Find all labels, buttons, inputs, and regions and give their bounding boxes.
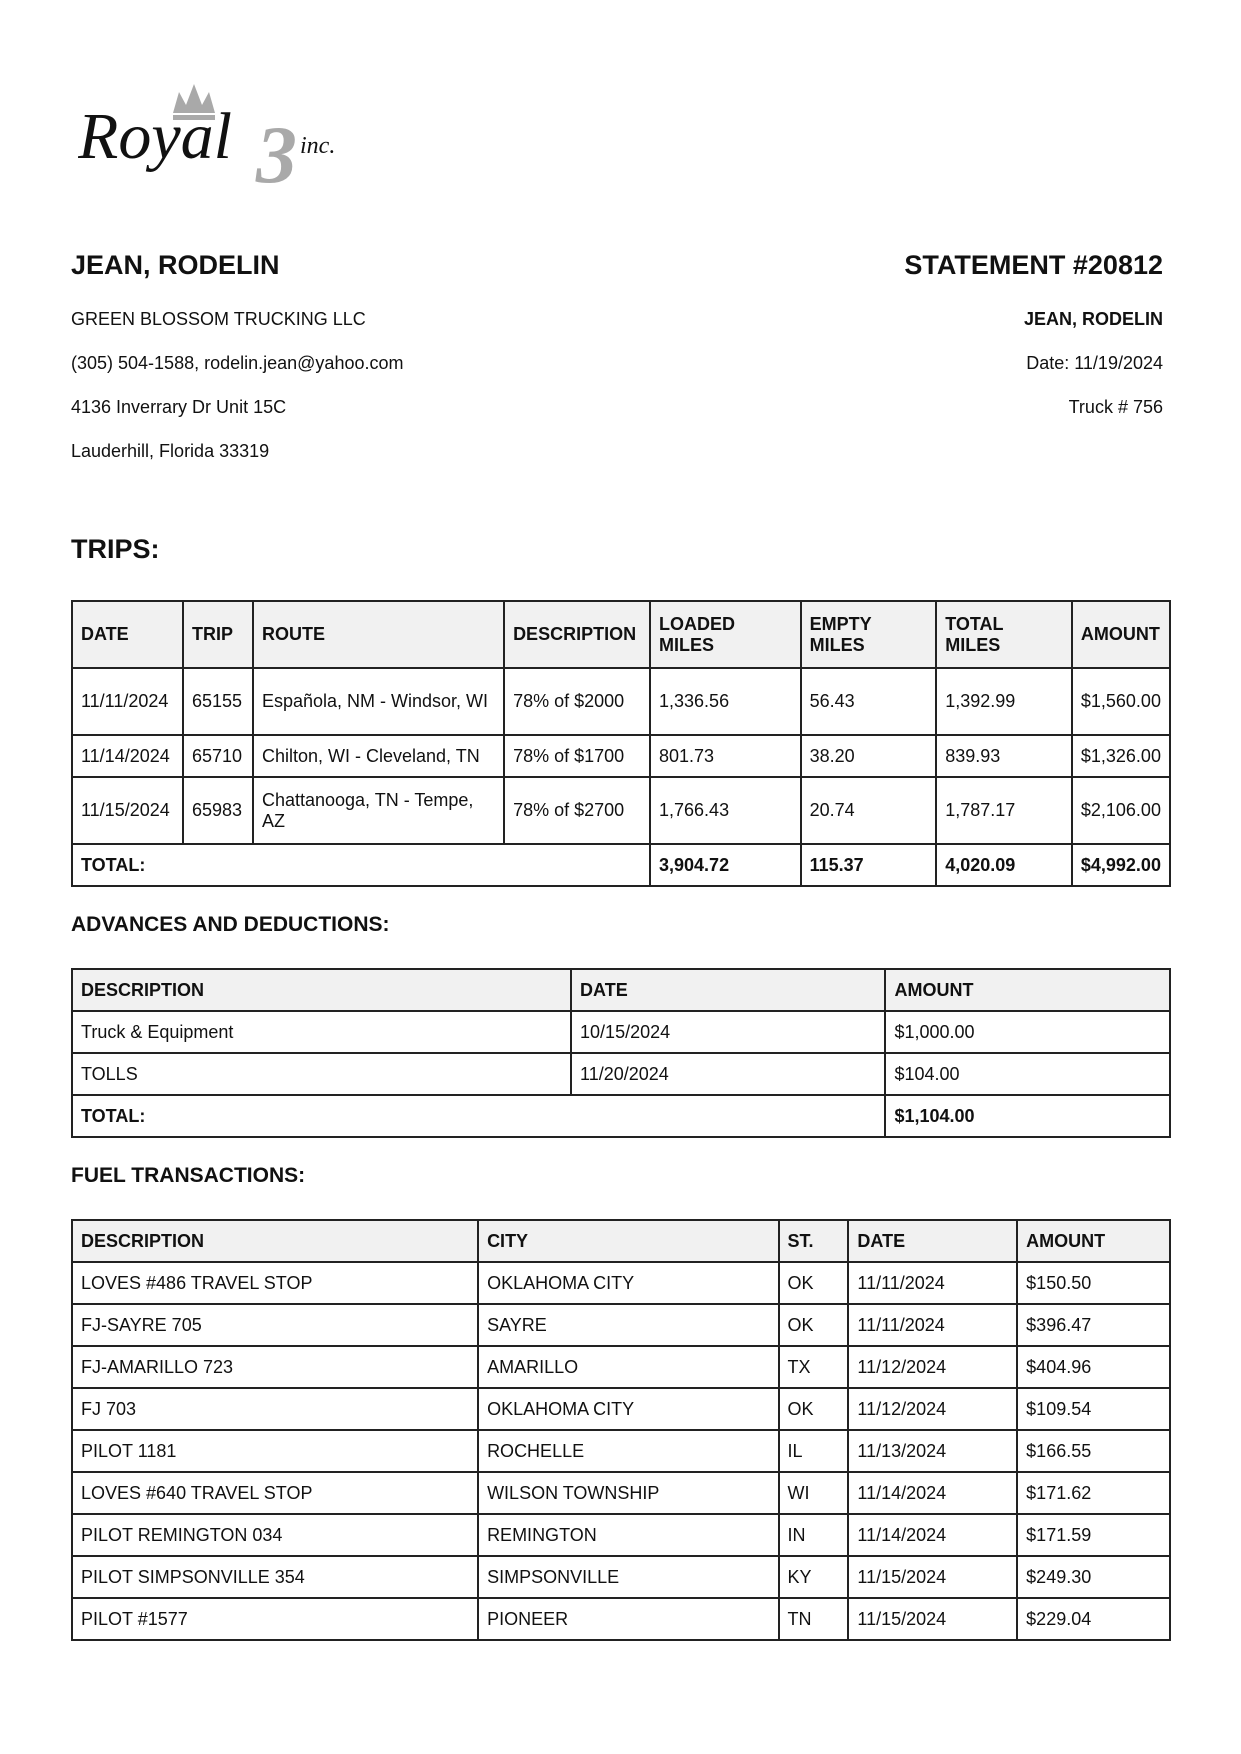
truck-number: Truck # 756 — [1068, 397, 1163, 417]
advances-total-label: TOTAL: — [72, 1095, 885, 1137]
col-description: DESCRIPTION — [72, 969, 571, 1011]
trip-date: 11/14/2024 — [72, 735, 183, 777]
trip-description: 78% of $1700 — [504, 735, 650, 777]
trip-empty-miles: 38.20 — [801, 735, 937, 777]
trips-total-label: TOTAL: — [72, 844, 650, 886]
table-row — [72, 735, 1170, 777]
advance-amount: $1,000.00 — [885, 1011, 1170, 1053]
trip-total-miles: 839.93 — [936, 735, 1072, 777]
fuel-city: SAYRE — [478, 1304, 778, 1346]
fuel-city: OKLAHOMA CITY — [478, 1262, 778, 1304]
advance-date: 11/20/2024 — [571, 1053, 885, 1095]
col-description: DESCRIPTION — [72, 1220, 478, 1262]
advances-total-row — [72, 1095, 1170, 1137]
table-row — [72, 1304, 1170, 1346]
company-logo — [78, 78, 388, 193]
advance-description: TOLLS — [72, 1053, 571, 1095]
trip-number: 65983 — [183, 777, 253, 844]
trip-empty-miles: 20.74 — [801, 777, 937, 844]
fuel-description: LOVES #640 TRAVEL STOP — [72, 1472, 478, 1514]
col-amount: AMOUNT — [1072, 601, 1170, 668]
fuel-date: 11/15/2024 — [848, 1598, 1017, 1640]
trip-description: 78% of $2000 — [504, 668, 650, 735]
advance-description: Truck & Equipment — [72, 1011, 571, 1053]
trips-header-row — [72, 601, 1170, 668]
col-amount: AMOUNT — [885, 969, 1170, 1011]
svg-text:Royal: Royal — [78, 100, 232, 173]
fuel-date: 11/11/2024 — [848, 1262, 1017, 1304]
fuel-city: PIONEER — [478, 1598, 778, 1640]
fuel-amount: $166.55 — [1017, 1430, 1170, 1472]
fuel-description: PILOT SIMPSONVILLE 354 — [72, 1556, 478, 1598]
fuel-city: ROCHELLE — [478, 1430, 778, 1472]
col-total-miles-line2: MILES — [945, 634, 1001, 655]
fuel-state: KY — [779, 1556, 849, 1598]
fuel-heading: FUEL TRANSACTIONS: — [71, 1164, 306, 1187]
col-amount: AMOUNT — [1017, 1220, 1170, 1262]
trip-empty-miles: 56.43 — [801, 668, 937, 735]
statement-driver-name: JEAN, RODELIN — [1023, 309, 1163, 329]
fuel-amount: $396.47 — [1017, 1304, 1170, 1346]
address-line-2: Lauderhill, Florida 33319 — [71, 441, 270, 461]
fuel-description: PILOT #1577 — [72, 1598, 478, 1640]
advances-heading: ADVANCES AND DEDUCTIONS: — [71, 913, 390, 936]
col-total-miles-line1: TOTAL — [945, 613, 1004, 634]
trip-amount: $2,106.00 — [1072, 777, 1170, 844]
trip-route: Chilton, WI - Cleveland, TN — [253, 735, 504, 777]
fuel-state: OK — [779, 1388, 849, 1430]
fuel-description: FJ 703 — [72, 1388, 478, 1430]
trip-route: Chattanooga, TN - Tempe, AZ — [253, 777, 504, 844]
statement-title: STATEMENT #20812 — [904, 250, 1163, 280]
fuel-date: 11/11/2024 — [848, 1304, 1017, 1346]
table-row — [72, 1430, 1170, 1472]
trip-number: 65710 — [183, 735, 253, 777]
advances-total-amount: $1,104.00 — [885, 1095, 1170, 1137]
fuel-amount: $109.54 — [1017, 1388, 1170, 1430]
fuel-state: TN — [779, 1598, 849, 1640]
fuel-amount: $171.59 — [1017, 1514, 1170, 1556]
trip-loaded-miles: 1,766.43 — [650, 777, 801, 844]
trip-number: 65155 — [183, 668, 253, 735]
fuel-state: OK — [779, 1262, 849, 1304]
table-row — [72, 668, 1170, 735]
fuel-city: REMINGTON — [478, 1514, 778, 1556]
col-trip: TRIP — [183, 601, 253, 668]
address-line-1: 4136 Inverrary Dr Unit 15C — [71, 397, 287, 417]
col-empty-miles — [801, 601, 937, 668]
col-loaded-miles — [650, 601, 801, 668]
fuel-date: 11/12/2024 — [848, 1388, 1017, 1430]
table-row — [72, 1053, 1170, 1095]
fuel-date: 11/14/2024 — [848, 1514, 1017, 1556]
fuel-state: TX — [779, 1346, 849, 1388]
driver-name: JEAN, RODELIN — [71, 250, 280, 280]
fuel-date: 11/12/2024 — [848, 1346, 1017, 1388]
trip-total-miles: 1,392.99 — [936, 668, 1072, 735]
fuel-description: LOVES #486 TRAVEL STOP — [72, 1262, 478, 1304]
col-loaded-miles-line1: LOADED — [659, 613, 736, 634]
fuel-city: SIMPSONVILLE — [478, 1556, 778, 1598]
col-empty-miles-line1: EMPTY — [809, 613, 872, 634]
table-row — [72, 1598, 1170, 1640]
fuel-amount: $171.62 — [1017, 1472, 1170, 1514]
trips-table — [71, 600, 1171, 887]
table-row — [72, 1346, 1170, 1388]
trips-total-miles: 4,020.09 — [936, 844, 1072, 886]
col-date: DATE — [72, 601, 183, 668]
col-state: ST. — [779, 1220, 849, 1262]
statement-date: Date: 11/19/2024 — [1026, 353, 1163, 373]
col-route: ROUTE — [253, 601, 504, 668]
trip-total-miles: 1,787.17 — [936, 777, 1072, 844]
trip-amount: $1,326.00 — [1072, 735, 1170, 777]
fuel-date: 11/14/2024 — [848, 1472, 1017, 1514]
trips-total-loaded: 3,904.72 — [650, 844, 801, 886]
trip-loaded-miles: 801.73 — [650, 735, 801, 777]
fuel-amount: $150.50 — [1017, 1262, 1170, 1304]
fuel-amount: $404.96 — [1017, 1346, 1170, 1388]
svg-text:inc.: inc. — [300, 133, 336, 159]
trips-total-empty: 115.37 — [801, 844, 937, 886]
table-row — [72, 1514, 1170, 1556]
col-total-miles — [936, 601, 1072, 668]
fuel-state: OK — [779, 1304, 849, 1346]
trip-loaded-miles: 1,336.56 — [650, 668, 801, 735]
fuel-description: PILOT REMINGTON 034 — [72, 1514, 478, 1556]
fuel-state: WI — [779, 1472, 849, 1514]
table-row — [72, 1262, 1170, 1304]
trip-amount: $1,560.00 — [1072, 668, 1170, 735]
table-row — [72, 1388, 1170, 1430]
table-row — [72, 777, 1170, 844]
fuel-date: 11/15/2024 — [848, 1556, 1017, 1598]
svg-text:3: 3 — [256, 109, 297, 193]
trip-route: Española, NM - Windsor, WI — [253, 668, 504, 735]
advances-table — [71, 968, 1171, 1138]
trips-heading: TRIPS: — [71, 534, 160, 564]
trips-total-amount: $4,992.00 — [1072, 844, 1170, 886]
col-description: DESCRIPTION — [504, 601, 650, 668]
fuel-description: PILOT 1181 — [72, 1430, 478, 1472]
trip-date: 11/15/2024 — [72, 777, 183, 844]
table-row — [72, 1556, 1170, 1598]
contact-info: (305) 504-1588, rodelin.jean@yahoo.com — [71, 353, 404, 373]
col-city: CITY — [478, 1220, 778, 1262]
fuel-state: IN — [779, 1514, 849, 1556]
fuel-city: OKLAHOMA CITY — [478, 1388, 778, 1430]
fuel-date: 11/13/2024 — [848, 1430, 1017, 1472]
advance-date: 10/15/2024 — [571, 1011, 885, 1053]
col-date: DATE — [571, 969, 885, 1011]
col-date: DATE — [848, 1220, 1017, 1262]
fuel-city: AMARILLO — [478, 1346, 778, 1388]
trip-description: 78% of $2700 — [504, 777, 650, 844]
company-name: GREEN BLOSSOM TRUCKING LLC — [71, 309, 366, 329]
trip-date: 11/11/2024 — [72, 668, 183, 735]
table-row — [72, 1472, 1170, 1514]
table-row — [72, 1011, 1170, 1053]
col-loaded-miles-line2: MILES — [659, 634, 715, 655]
fuel-description: FJ-SAYRE 705 — [72, 1304, 478, 1346]
fuel-amount: $229.04 — [1017, 1598, 1170, 1640]
fuel-state: IL — [779, 1430, 849, 1472]
advances-header-row — [72, 969, 1170, 1011]
fuel-city: WILSON TOWNSHIP — [478, 1472, 778, 1514]
col-empty-miles-line2: MILES — [809, 634, 865, 655]
fuel-table — [71, 1219, 1171, 1641]
trips-total-row — [72, 844, 1170, 886]
fuel-amount: $249.30 — [1017, 1556, 1170, 1598]
advance-amount: $104.00 — [885, 1053, 1170, 1095]
fuel-description: FJ-AMARILLO 723 — [72, 1346, 478, 1388]
fuel-header-row — [72, 1220, 1170, 1262]
